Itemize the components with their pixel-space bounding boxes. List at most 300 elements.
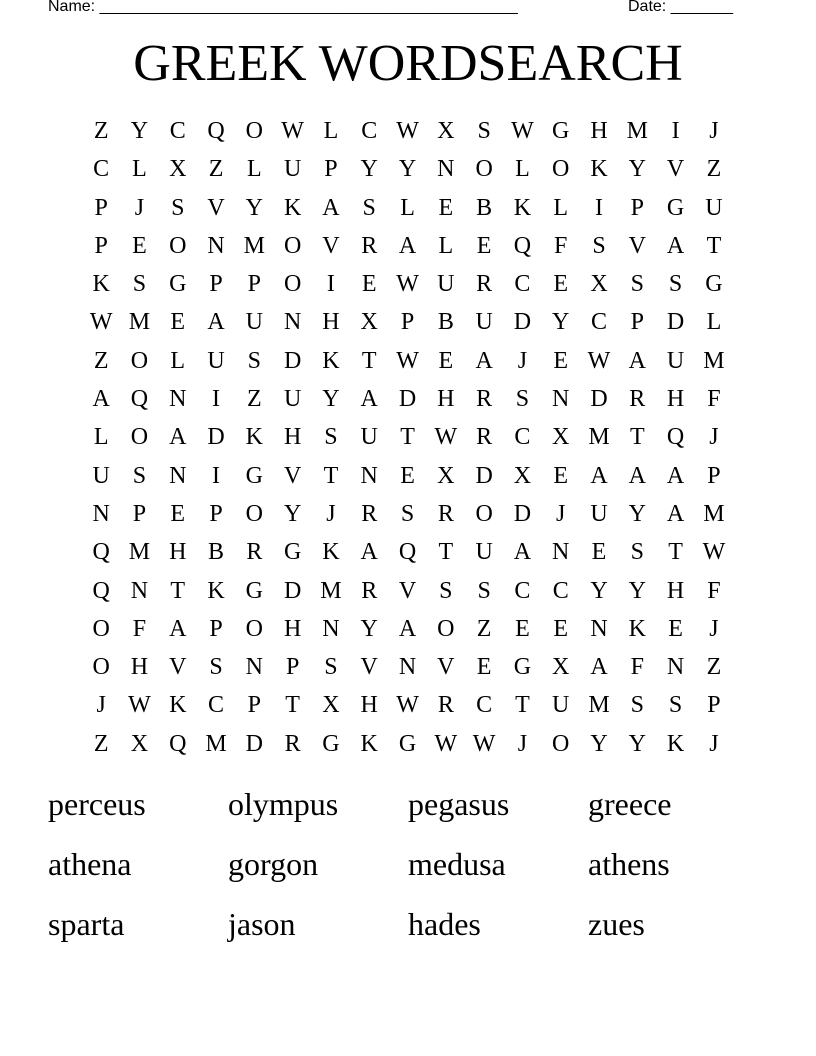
grid-cell: E	[591, 539, 607, 566]
grid-cell: K	[283, 194, 302, 221]
grid-cell: V	[283, 462, 302, 489]
grid-cell: Z	[208, 156, 224, 183]
grid-cell: X	[360, 309, 378, 336]
grid-cell: Q	[92, 577, 110, 604]
grid-cell: X	[130, 730, 149, 757]
grid-cell: A	[628, 347, 646, 374]
grid-cell: R	[246, 539, 263, 566]
grid-cell: A	[513, 539, 532, 566]
grid-cell: S	[324, 654, 338, 681]
grid-cell: M	[205, 730, 227, 757]
grid-cell: N	[398, 654, 417, 681]
grid-cell: K	[590, 156, 608, 183]
grid-cell: V	[207, 194, 225, 221]
search-word: gorgon	[228, 846, 319, 882]
grid-cell: R	[437, 692, 454, 719]
search-word: jason	[228, 906, 296, 942]
grid-cell: D	[207, 424, 225, 451]
grid-cell: R	[361, 232, 378, 259]
grid-cell: T	[668, 539, 683, 566]
grid-cell: H	[590, 118, 608, 144]
grid-cell: S	[132, 271, 147, 298]
grid-cell: S	[592, 232, 606, 259]
grid-cell: G	[513, 654, 532, 681]
grid-cell: N	[207, 232, 225, 259]
grid-cell: U	[475, 309, 493, 336]
grid-cell: I	[671, 118, 680, 144]
grid-cell: R	[629, 386, 646, 413]
grid-cell: T	[323, 462, 339, 489]
grid-cell: Y	[590, 730, 608, 757]
grid-cell: P	[247, 271, 262, 298]
grid-row	[82, 189, 733, 227]
grid-cell: J	[326, 500, 336, 527]
grid-cell: C	[591, 309, 608, 336]
word-list	[48, 780, 768, 960]
grid-cell: X	[590, 271, 608, 298]
grid-cell: E	[438, 347, 454, 374]
grid-cell: A	[398, 615, 417, 642]
grid-cell: E	[132, 232, 147, 259]
grid-row	[82, 725, 733, 763]
grid-cell: G	[169, 271, 187, 298]
grid-cell: P	[707, 462, 721, 489]
grid-cell: M	[320, 577, 342, 604]
grid-cell: H	[322, 309, 340, 336]
grid-cell: L	[247, 156, 262, 183]
grid-cell: C	[169, 118, 186, 144]
grid-cell: K	[322, 347, 340, 374]
grid-cell: E	[476, 654, 492, 681]
grid-row	[82, 457, 733, 495]
grid-cell: M	[703, 500, 725, 527]
grid-cell: Z	[93, 118, 109, 144]
grid-cell: U	[283, 386, 302, 413]
grid-cell: U	[705, 194, 723, 221]
grid-cell: W	[702, 539, 726, 566]
grid-row	[82, 418, 733, 456]
grid-cell: E	[553, 271, 569, 298]
grid-cell: L	[93, 424, 109, 451]
grid-cell: Z	[476, 615, 492, 642]
grid-cell: T	[438, 539, 454, 566]
grid-cell: I	[212, 386, 221, 413]
search-word: pegasus	[408, 786, 510, 822]
grid-cell: V	[628, 232, 646, 259]
grid-cell: V	[322, 232, 340, 259]
grid-cell: T	[361, 347, 377, 374]
grid-cell: S	[400, 500, 415, 527]
word-row	[48, 900, 768, 960]
grid-cell: T	[515, 692, 530, 719]
grid-cell: N	[552, 539, 570, 566]
grid-cell: A	[590, 654, 608, 681]
grid-cell: F	[630, 654, 644, 681]
grid-cell: V	[398, 577, 417, 604]
grid-cell: C	[361, 118, 378, 144]
grid-cell: P	[94, 232, 108, 259]
grid-cell: O	[283, 232, 302, 259]
grid-cell: G	[245, 462, 263, 489]
grid-cell: T	[170, 577, 186, 604]
grid-cell: D	[475, 462, 493, 489]
grid-row	[82, 533, 733, 571]
grid-cell: H	[283, 424, 302, 451]
grid-cell: X	[513, 462, 532, 489]
grid-cell: K	[169, 692, 187, 719]
grid-cell: D	[245, 730, 263, 757]
grid-cell: R	[361, 577, 378, 604]
grid-cell: C	[208, 692, 225, 719]
grid-row	[82, 686, 733, 724]
grid-cell: V	[360, 654, 378, 681]
grid-cell: O	[475, 500, 493, 527]
grid-cell: S	[247, 347, 262, 374]
grid-cell: T	[706, 232, 722, 259]
grid-cell: K	[513, 194, 532, 221]
grid-cell: P	[630, 309, 644, 336]
search-word: sparta	[48, 906, 125, 942]
grid-cell: U	[437, 271, 455, 298]
grid-cell: S	[209, 654, 223, 681]
grid-cell: P	[209, 271, 223, 298]
grid-cell: Y	[552, 309, 570, 336]
grid-cell: C	[514, 577, 531, 604]
grid-cell: S	[668, 271, 683, 298]
grid-cell: L	[553, 194, 569, 221]
grid-cell: N	[666, 654, 685, 681]
grid-cell: O	[169, 232, 187, 259]
grid-cell: S	[668, 692, 683, 719]
grid-cell: G	[398, 730, 417, 757]
grid-cell: I	[595, 194, 603, 221]
grid-cell: Y	[628, 730, 646, 757]
grid-cell: N	[245, 654, 263, 681]
grid-cell: H	[666, 386, 685, 413]
grid-cell: K	[666, 730, 685, 757]
grid-cell: W	[434, 424, 458, 451]
grid-cell: F	[132, 615, 147, 642]
grid-cell: F	[707, 577, 721, 604]
grid-cell: A	[666, 232, 685, 259]
grid-cell: H	[130, 654, 149, 681]
grid-cell: S	[132, 462, 147, 489]
grid-row	[82, 303, 733, 341]
grid-cell: N	[360, 462, 378, 489]
grid-cell: W	[587, 347, 611, 374]
grid-cell: O	[245, 118, 263, 144]
grid-cell: C	[514, 424, 531, 451]
word-row	[48, 840, 768, 900]
search-word: medusa	[408, 846, 506, 882]
grid-cell: M	[588, 424, 610, 451]
grid-cell: D	[666, 309, 685, 336]
grid-cell: P	[324, 156, 338, 183]
grid-cell: A	[360, 539, 378, 566]
grid-cell: Z	[706, 654, 722, 681]
grid-cell: U	[245, 309, 263, 336]
grid-cell: S	[630, 692, 644, 719]
grid-cell: U	[360, 424, 378, 451]
grid-cell: S	[477, 118, 491, 144]
grid-row	[82, 342, 733, 380]
grid-cell: O	[245, 500, 263, 527]
grid-cell: J	[709, 730, 719, 757]
grid-cell: P	[630, 194, 644, 221]
grid-cell: V	[437, 654, 455, 681]
grid-cell: P	[400, 309, 415, 336]
grid-cell: W	[396, 271, 419, 298]
grid-cell: G	[245, 577, 263, 604]
grid-cell: S	[439, 577, 453, 604]
grid-cell: Y	[360, 615, 378, 642]
grid-cell: X	[437, 118, 455, 144]
letter-grid	[82, 112, 733, 763]
grid-cell: F	[554, 232, 568, 259]
grid-cell: Z	[247, 386, 262, 413]
grid-cell: I	[212, 462, 221, 489]
grid-cell: N	[169, 462, 187, 489]
page-title: GREEK WORDSEARCH	[133, 35, 683, 92]
grid-cell: A	[92, 386, 110, 413]
grid-cell: B	[208, 539, 225, 566]
grid-cell: A	[169, 615, 187, 642]
grid-cell: N	[590, 615, 608, 642]
grid-cell: Z	[93, 730, 109, 757]
grid-cell: E	[553, 615, 569, 642]
word-row	[48, 780, 768, 840]
grid-cell: L	[132, 156, 147, 183]
grid-cell: E	[400, 462, 415, 489]
grid-cell: A	[590, 462, 608, 489]
grid-row	[82, 495, 733, 533]
grid-cell: M	[588, 692, 610, 719]
grid-cell: U	[666, 347, 685, 374]
grid-cell: Q	[398, 539, 417, 566]
grid-cell: Z	[706, 156, 722, 183]
grid-cell: X	[169, 156, 187, 183]
grid-cell: S	[630, 539, 644, 566]
grid-cell: R	[361, 500, 378, 527]
grid-cell: L	[438, 232, 454, 259]
grid-cell: U	[475, 539, 493, 566]
grid-cell: W	[396, 692, 419, 719]
grid-cell: D	[283, 347, 302, 374]
grid-cell: Y	[245, 194, 263, 221]
grid-cell: H	[283, 615, 302, 642]
grid-cell: A	[169, 424, 187, 451]
search-word: perceus	[48, 786, 146, 822]
grid-cell: S	[362, 194, 376, 221]
grid-cell: J	[96, 692, 106, 719]
grid-cell: Q	[92, 539, 110, 566]
grid-cell: Y	[130, 118, 149, 144]
grid-cell: H	[666, 577, 685, 604]
grid-cell: E	[476, 232, 492, 259]
grid-cell: M	[128, 539, 151, 566]
grid-cell: U	[283, 156, 302, 183]
grid-cell: U	[92, 462, 110, 489]
grid-cell: J	[709, 118, 719, 144]
grid-cell: C	[552, 577, 569, 604]
grid-cell: V	[666, 156, 685, 183]
grid-cell: A	[398, 232, 417, 259]
grid-cell: O	[130, 424, 149, 451]
grid-cell: N	[169, 386, 187, 413]
grid-cell: U	[590, 500, 608, 527]
grid-cell: N	[283, 309, 302, 336]
grid-cell: Y	[628, 156, 646, 183]
grid-cell: L	[515, 156, 530, 183]
grid-cell: S	[515, 386, 530, 413]
search-word: zues	[588, 906, 645, 942]
grid-cell: Q	[513, 232, 532, 259]
grid-cell: F	[707, 386, 721, 413]
grid-cell: R	[476, 424, 493, 451]
grid-cell: R	[476, 386, 493, 413]
grid-cell: C	[476, 692, 493, 719]
grid-cell: O	[92, 654, 110, 681]
grid-cell: K	[245, 424, 263, 451]
grid-row	[82, 265, 733, 303]
grid-cell: E	[170, 309, 186, 336]
grid-cell: T	[400, 424, 415, 451]
search-word: greece	[588, 786, 672, 822]
grid-cell: U	[207, 347, 225, 374]
worksheet-header	[48, 0, 748, 20]
grid-cell: W	[511, 118, 534, 144]
grid-cell: L	[400, 194, 415, 221]
grid-cell: X	[437, 462, 455, 489]
grid-cell: H	[360, 692, 378, 719]
grid-cell: A	[666, 462, 685, 489]
search-word: hades	[408, 906, 481, 942]
grid-cell: U	[552, 692, 570, 719]
grid-cell: D	[398, 386, 417, 413]
grid-cell: W	[281, 118, 304, 144]
grid-cell: Y	[628, 577, 646, 604]
grid-cell: K	[207, 577, 225, 604]
grid-cell: A	[628, 462, 646, 489]
grid-cell: O	[130, 347, 149, 374]
grid-cell: P	[247, 692, 262, 719]
grid-row	[82, 610, 733, 648]
grid-cell: E	[170, 500, 186, 527]
grid-cell: X	[552, 424, 570, 451]
grid-cell: R	[476, 271, 493, 298]
grid-cell: W	[434, 730, 458, 757]
grid-cell: N	[437, 156, 455, 183]
grid-cell: R	[437, 500, 454, 527]
grid-cell: M	[626, 118, 648, 144]
grid-cell: S	[324, 424, 338, 451]
grid-cell: P	[209, 615, 223, 642]
grid-cell: T	[285, 692, 300, 719]
grid-cell: G	[552, 118, 570, 144]
grid-row	[82, 572, 733, 610]
grid-cell: Z	[93, 347, 109, 374]
grid-cell: B	[476, 194, 493, 221]
grid-cell: K	[92, 271, 110, 298]
grid-cell: J	[709, 615, 719, 642]
grid-cell: D	[513, 309, 532, 336]
grid-cell: J	[517, 347, 528, 374]
grid-cell: A	[666, 500, 685, 527]
grid-cell: E	[553, 462, 569, 489]
grid-cell: W	[396, 347, 419, 374]
grid-cell: O	[245, 615, 263, 642]
grid-cell: O	[283, 271, 302, 298]
grid-row	[82, 227, 733, 265]
grid-cell: R	[284, 730, 301, 757]
search-word: athens	[588, 846, 670, 882]
grid-cell: A	[322, 194, 340, 221]
grid-cell: N	[92, 500, 110, 527]
grid-row	[82, 150, 733, 188]
grid-cell: S	[630, 271, 644, 298]
grid-cell: A	[207, 309, 225, 336]
grid-cell: W	[472, 730, 496, 757]
grid-cell: Y	[628, 500, 646, 527]
grid-cell: Q	[169, 730, 187, 757]
grid-cell: D	[590, 386, 608, 413]
grid-cell: E	[438, 194, 454, 221]
grid-cell: E	[361, 271, 377, 298]
grid-cell: Y	[360, 156, 378, 183]
date-field-label: Date: _______	[628, 0, 733, 15]
grid-cell: J	[517, 730, 528, 757]
grid-cell: Y	[322, 386, 340, 413]
grid-cell: L	[323, 118, 339, 144]
grid-cell: S	[477, 577, 491, 604]
grid-cell: J	[134, 194, 145, 221]
grid-cell: Q	[666, 424, 685, 451]
grid-cell: N	[322, 615, 340, 642]
grid-cell: O	[552, 156, 570, 183]
grid-cell: X	[552, 654, 570, 681]
grid-cell: L	[706, 309, 722, 336]
grid-cell: Q	[130, 386, 149, 413]
grid-cell: G	[666, 194, 685, 221]
search-word: athena	[48, 846, 132, 882]
grid-cell: V	[169, 654, 187, 681]
grid-cell: G	[322, 730, 340, 757]
grid-cell: M	[128, 309, 151, 336]
grid-cell: D	[513, 500, 532, 527]
grid-cell: W	[128, 692, 151, 719]
grid-cell: J	[709, 424, 719, 451]
search-word: olympus	[228, 786, 339, 822]
grid-cell: J	[556, 500, 566, 527]
grid-row	[82, 112, 733, 150]
grid-cell: N	[130, 577, 149, 604]
grid-cell: E	[553, 347, 569, 374]
grid-cell: C	[93, 156, 110, 183]
grid-cell: Q	[207, 118, 225, 144]
grid-cell: K	[360, 730, 378, 757]
grid-cell: K	[628, 615, 646, 642]
grid-cell: H	[437, 386, 455, 413]
grid-row	[82, 380, 733, 418]
grid-cell: Y	[283, 500, 302, 527]
grid-cell: S	[171, 194, 185, 221]
grid-cell: P	[285, 654, 300, 681]
name-field-label: Name: _______________________________________________	[48, 0, 518, 15]
grid-cell: O	[92, 615, 110, 642]
grid-cell: M	[243, 232, 265, 259]
grid-cell: L	[170, 347, 186, 374]
grid-cell: I	[326, 271, 335, 298]
